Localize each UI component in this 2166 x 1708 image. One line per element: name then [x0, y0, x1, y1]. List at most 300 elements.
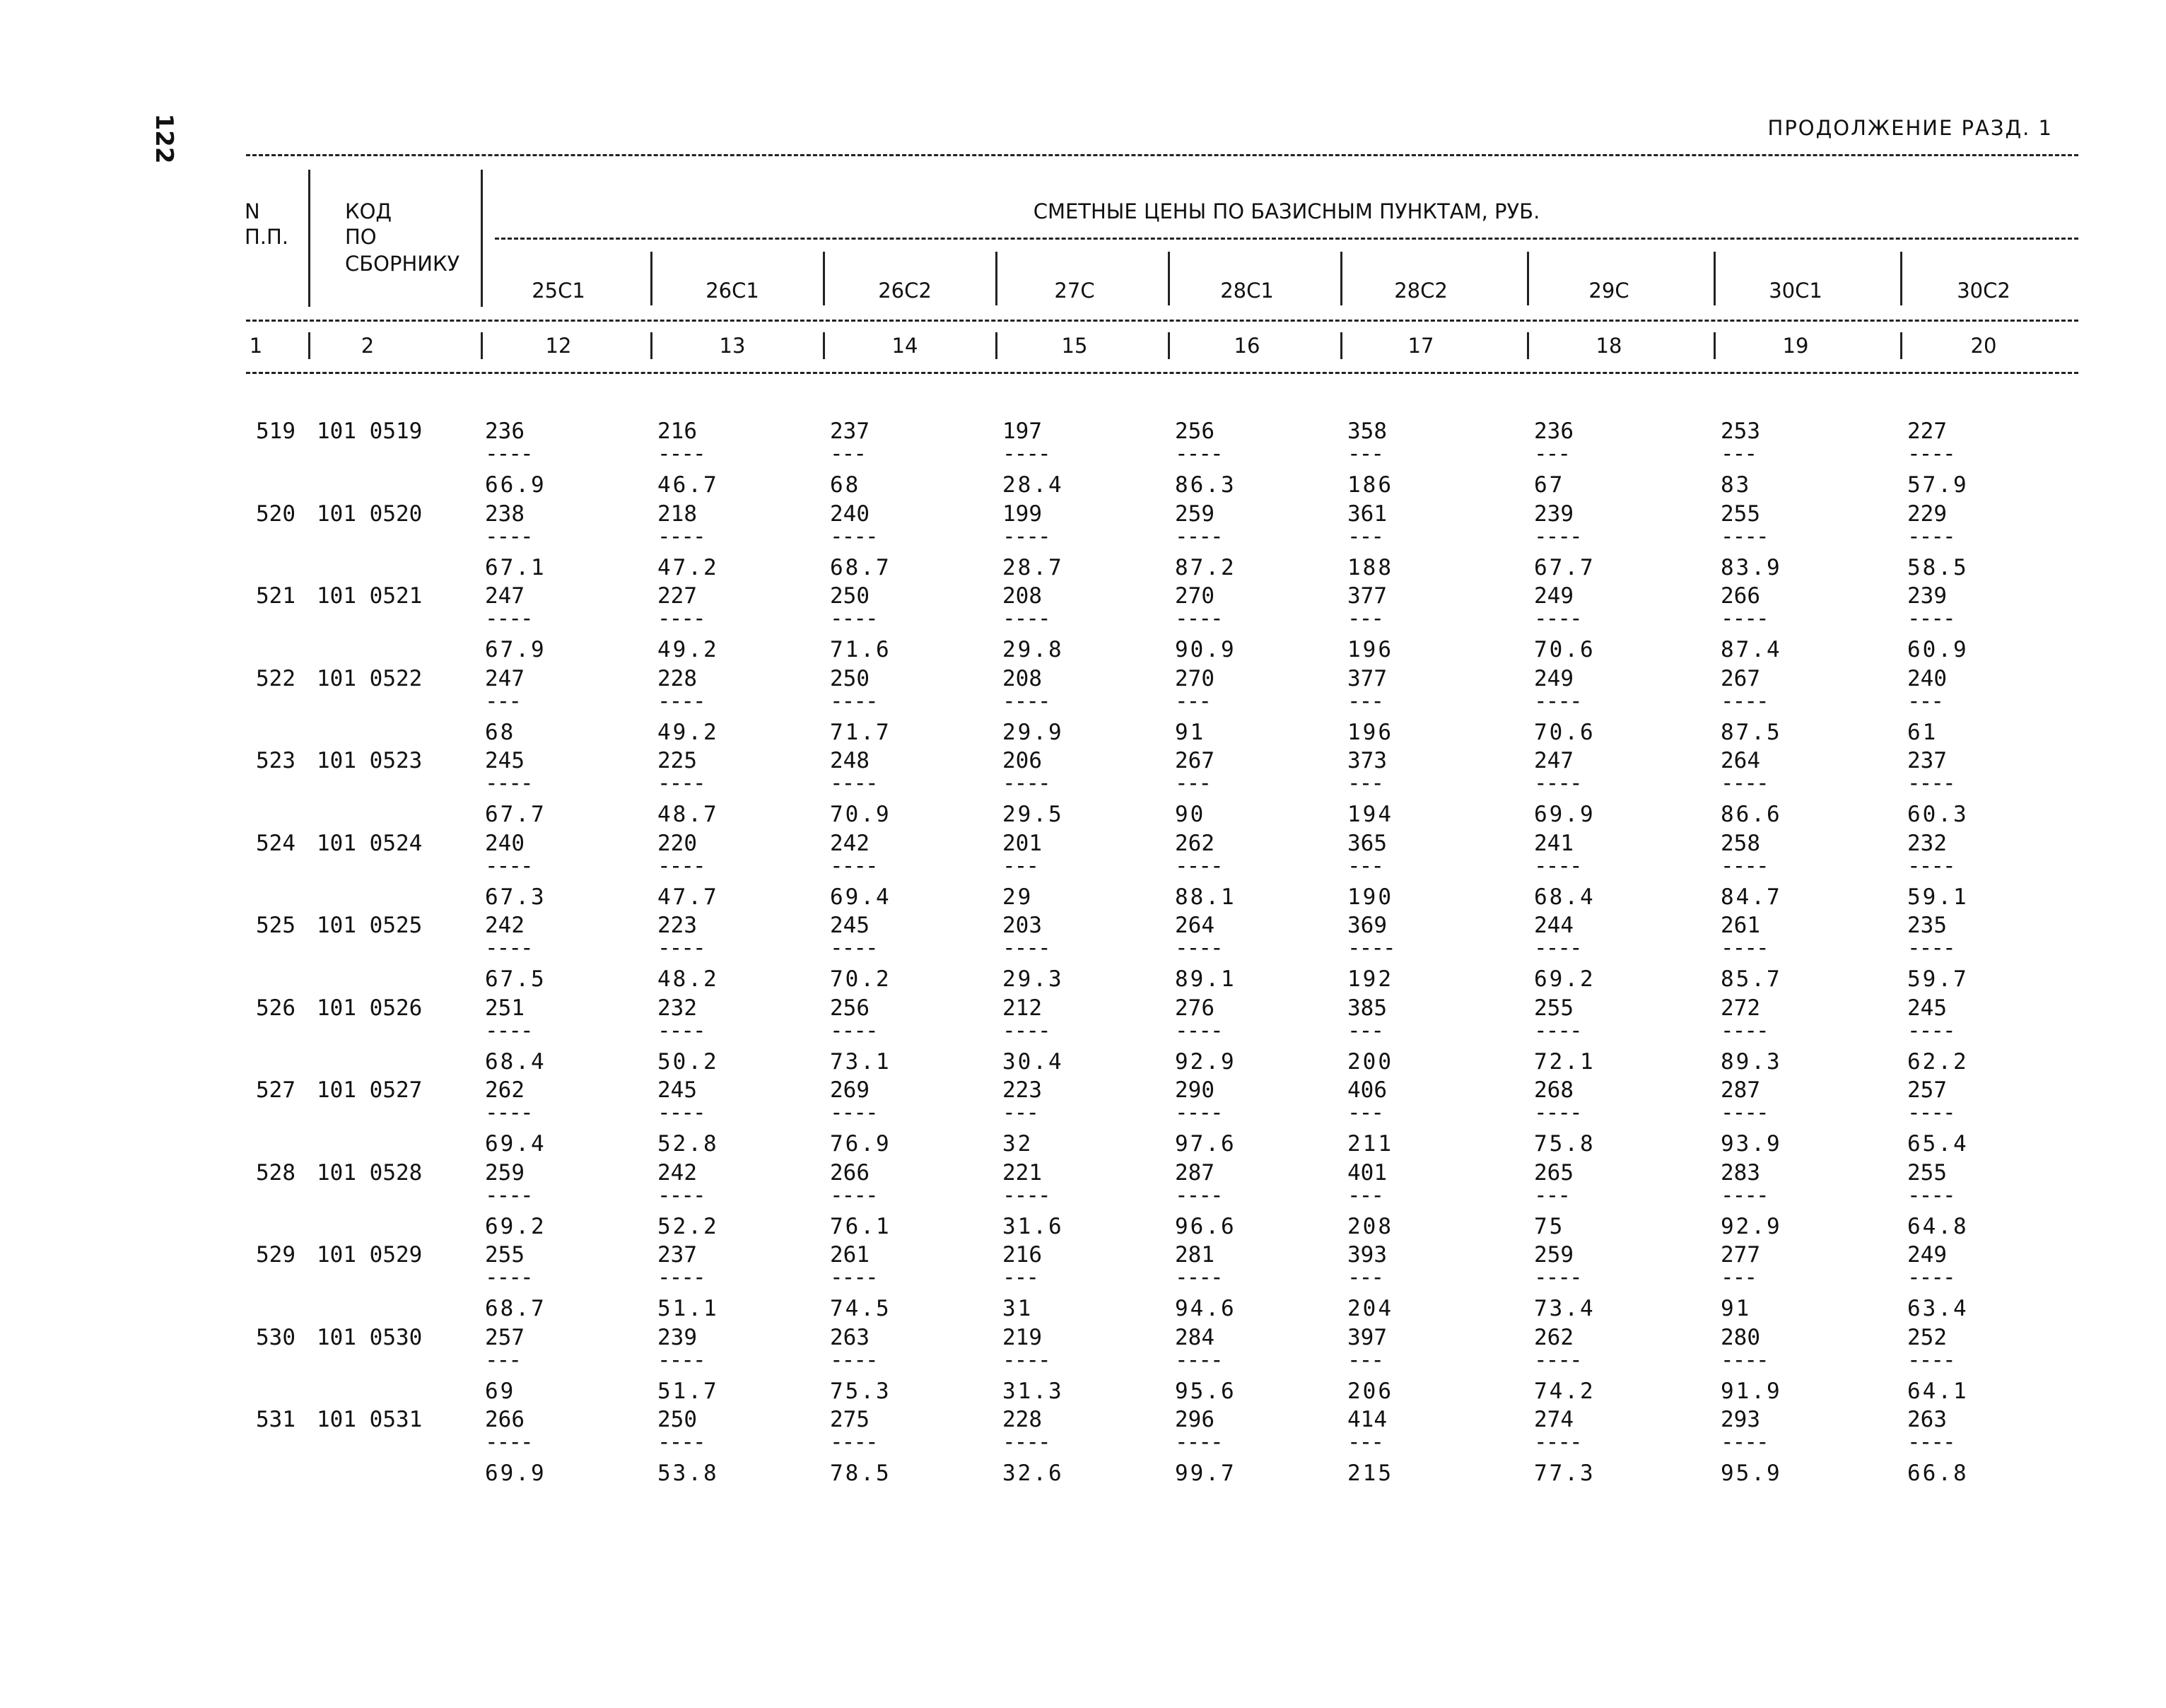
price-value: 365 [1347, 831, 1387, 856]
price-divisor: 93.9 [1721, 1131, 1782, 1157]
price-fraction [830, 995, 943, 1075]
price-divisor: 90 [1175, 802, 1206, 827]
price-value: 268 [1534, 1077, 1574, 1103]
price-divisor: 70.6 [1534, 637, 1596, 662]
price-divisor: 68.4 [1534, 884, 1596, 910]
row-code: 101 0524 [317, 831, 423, 856]
price-fraction [1175, 501, 1288, 580]
price-value: 280 [1721, 1325, 1760, 1350]
fraction-bar: ---- [1175, 1186, 1222, 1208]
table-row [0, 1077, 2166, 1160]
fraction-bar: ---- [1002, 691, 1050, 714]
price-divisor: 68.4 [485, 1049, 546, 1075]
fraction-bar: ---- [1175, 1021, 1222, 1043]
price-fraction [830, 748, 943, 827]
price-fraction [1534, 1325, 1647, 1404]
price-divisor: 196 [1347, 637, 1393, 662]
price-fraction [485, 583, 598, 662]
row-number: 527 [256, 1077, 295, 1103]
fraction-bar: ---- [1907, 938, 1955, 961]
price-value: 219 [1002, 1325, 1042, 1350]
price-value: 201 [1002, 831, 1042, 856]
price-fraction [657, 913, 771, 992]
column-number: 15 [1061, 334, 1088, 358]
price-fraction [1002, 1407, 1116, 1486]
price-fraction [1347, 419, 1460, 498]
column-number: 16 [1234, 334, 1260, 358]
price-value: 197 [1002, 419, 1042, 444]
fraction-bar: ---- [1175, 527, 1222, 549]
price-divisor: 59.7 [1907, 966, 1969, 992]
price-divisor: 71.7 [830, 720, 891, 745]
price-value: 199 [1002, 501, 1042, 527]
price-value: 239 [1907, 583, 1947, 609]
price-column-header: 25С1 [532, 279, 585, 303]
fraction-bar: ---- [1534, 691, 1581, 714]
divider-line [1900, 332, 1902, 359]
row-number: 528 [256, 1160, 295, 1186]
price-divisor: 86.3 [1175, 472, 1236, 498]
fraction-bar: ---- [657, 1350, 705, 1373]
price-divisor: 73.4 [1534, 1296, 1596, 1321]
price-divisor: 87.5 [1721, 720, 1782, 745]
price-value: 242 [657, 1160, 697, 1186]
fraction-bar: ---- [1175, 938, 1222, 961]
divider-line [1340, 332, 1342, 359]
price-fraction [1907, 831, 2020, 910]
price-value: 373 [1347, 748, 1387, 773]
price-fraction [485, 666, 598, 745]
fraction-bar: ---- [485, 1103, 532, 1125]
price-value: 259 [1534, 1242, 1574, 1268]
price-divisor: 28.4 [1002, 472, 1064, 498]
price-value: 255 [485, 1242, 525, 1268]
fraction-bar: ---- [485, 938, 532, 961]
price-fraction [1175, 913, 1288, 992]
fraction-bar: --- [1175, 773, 1210, 796]
fraction-bar: ---- [657, 444, 705, 467]
fraction-bar: --- [830, 444, 865, 467]
price-value: 406 [1347, 1077, 1387, 1103]
header-bottom-rule [246, 372, 2078, 374]
divider-line [1714, 332, 1716, 359]
price-divisor: 66.9 [485, 472, 546, 498]
price-divisor: 49.2 [657, 720, 719, 745]
price-value: 262 [485, 1077, 525, 1103]
fraction-bar: ---- [830, 1103, 877, 1125]
fraction-bar: --- [1721, 1268, 1756, 1290]
header-np-line1: N [245, 199, 260, 223]
price-value: 293 [1721, 1407, 1760, 1432]
fraction-bar: ---- [1907, 1350, 1955, 1373]
fraction-bar: ---- [1721, 527, 1768, 549]
price-divisor: 74.2 [1534, 1379, 1596, 1404]
price-divisor: 48.7 [657, 802, 719, 827]
price-fraction [1721, 1160, 1834, 1239]
fraction-bar: --- [1347, 1432, 1383, 1455]
fraction-bar: ---- [657, 773, 705, 796]
row-number: 521 [256, 583, 295, 609]
price-divisor: 69.4 [485, 1131, 546, 1157]
price-value: 256 [830, 995, 870, 1021]
price-divisor: 57.9 [1907, 472, 1969, 498]
page-number: 122 [150, 113, 178, 164]
fraction-bar: --- [1347, 773, 1383, 796]
price-fraction [657, 1160, 771, 1239]
fraction-bar: ---- [1534, 1350, 1581, 1373]
price-fraction [830, 419, 943, 498]
price-divisor: 206 [1347, 1379, 1393, 1404]
price-fraction [485, 501, 598, 580]
price-divisor: 32 [1002, 1131, 1034, 1157]
fraction-bar: ---- [657, 1186, 705, 1208]
price-divisor: 78.5 [830, 1461, 891, 1486]
price-fraction [1721, 913, 1834, 992]
price-value: 220 [657, 831, 697, 856]
row-code: 101 0527 [317, 1077, 423, 1103]
price-value: 244 [1534, 913, 1574, 938]
price-divisor: 69.2 [485, 1214, 546, 1239]
price-fraction [830, 1242, 943, 1321]
price-divisor: 95.6 [1175, 1379, 1236, 1404]
fraction-bar: ---- [485, 527, 532, 549]
row-code: 101 0525 [317, 913, 423, 938]
fraction-bar: --- [1347, 609, 1383, 631]
fraction-bar: ---- [657, 527, 705, 549]
header-code-line2: ПО [345, 225, 377, 249]
price-divisor: 194 [1347, 802, 1393, 827]
price-divisor: 59.1 [1907, 884, 1969, 910]
price-fraction [1175, 666, 1288, 745]
price-divisor: 70.9 [830, 802, 891, 827]
fraction-bar: ---- [1721, 938, 1768, 961]
price-value: 242 [830, 831, 870, 856]
fraction-bar: ---- [830, 609, 877, 631]
fraction-bar: ---- [1002, 938, 1050, 961]
price-fraction [1721, 1077, 1834, 1157]
price-divisor: 65.4 [1907, 1131, 1969, 1157]
column-number: 2 [361, 334, 375, 358]
divider-line [823, 332, 825, 359]
price-fraction [1907, 419, 2020, 498]
price-fraction [1347, 748, 1460, 827]
price-value: 216 [657, 419, 697, 444]
price-divisor: 29 [1002, 884, 1034, 910]
price-fraction [657, 666, 771, 745]
price-column-header: 28С1 [1220, 279, 1274, 303]
price-fraction [1721, 748, 1834, 827]
price-divisor: 47.7 [657, 884, 719, 910]
price-divisor: 68 [830, 472, 861, 498]
price-divisor: 92.9 [1721, 1214, 1782, 1239]
price-value: 237 [657, 1242, 697, 1268]
fraction-bar: ---- [1907, 527, 1955, 549]
price-divisor: 89.3 [1721, 1049, 1782, 1075]
price-divisor: 215 [1347, 1461, 1393, 1486]
fraction-bar: ---- [485, 1186, 532, 1208]
fraction-bar: ---- [1534, 938, 1581, 961]
price-fraction [657, 748, 771, 827]
fraction-bar: ---- [1175, 609, 1222, 631]
price-fraction [657, 995, 771, 1075]
price-value: 276 [1175, 995, 1214, 1021]
price-fraction [1347, 1325, 1460, 1404]
price-value: 257 [1907, 1077, 1947, 1103]
column-number: 12 [545, 334, 572, 358]
fraction-bar: --- [1347, 1021, 1383, 1043]
column-number: 1 [249, 334, 263, 358]
price-fraction [1347, 666, 1460, 745]
fraction-bar: ---- [657, 856, 705, 879]
price-column-header: 26С2 [878, 279, 932, 303]
fraction-bar: --- [1002, 1268, 1038, 1290]
divider-line [1168, 332, 1170, 359]
price-fraction [1721, 419, 1834, 498]
price-value: 250 [830, 666, 870, 691]
price-value: 232 [657, 995, 697, 1021]
header-code-line1: КОД [345, 199, 392, 223]
row-code: 101 0519 [317, 419, 423, 444]
price-fraction [1907, 913, 2020, 992]
price-divisor: 211 [1347, 1131, 1393, 1157]
price-divisor: 29.3 [1002, 966, 1064, 992]
price-fraction [485, 995, 598, 1075]
price-value: 253 [1721, 419, 1760, 444]
table-row [0, 1325, 2166, 1408]
table-row [0, 1407, 2166, 1490]
price-value: 227 [1907, 419, 1947, 444]
price-fraction [1002, 1242, 1116, 1321]
fraction-bar: ---- [1002, 1432, 1050, 1455]
price-fraction [830, 831, 943, 910]
price-value: 269 [830, 1077, 870, 1103]
price-value: 265 [1534, 1160, 1574, 1186]
price-divisor: 46.7 [657, 472, 719, 498]
price-value: 242 [485, 913, 525, 938]
column-number: 14 [891, 334, 918, 358]
price-value: 240 [1907, 666, 1947, 691]
price-divisor: 83.9 [1721, 555, 1782, 580]
price-divisor: 186 [1347, 472, 1393, 498]
price-fraction [657, 1325, 771, 1404]
price-divisor: 62.2 [1907, 1049, 1969, 1075]
price-value: 239 [1534, 501, 1574, 527]
price-fraction [1534, 666, 1647, 745]
price-divisor: 60.9 [1907, 637, 1969, 662]
price-fraction [1907, 748, 2020, 827]
price-value: 225 [657, 748, 697, 773]
price-value: 251 [485, 995, 525, 1021]
fraction-bar: ---- [657, 938, 705, 961]
fraction-bar: ---- [1002, 1350, 1050, 1373]
price-fraction [485, 1407, 598, 1486]
price-value: 287 [1721, 1077, 1760, 1103]
price-divisor: 75.3 [830, 1379, 891, 1404]
row-code: 101 0522 [317, 666, 423, 691]
price-divisor: 74.5 [830, 1296, 891, 1321]
price-value: 284 [1175, 1325, 1214, 1350]
row-number: 529 [256, 1242, 295, 1268]
price-value: 277 [1721, 1242, 1760, 1268]
price-value: 239 [657, 1325, 697, 1350]
price-divisor: 28.7 [1002, 555, 1064, 580]
price-column-header: 26С1 [706, 279, 759, 303]
price-fraction [1721, 1242, 1834, 1321]
price-fraction [657, 831, 771, 910]
price-fraction [1347, 583, 1460, 662]
price-value: 264 [1175, 913, 1214, 938]
price-divisor: 69.2 [1534, 966, 1596, 992]
price-fraction [1907, 666, 2020, 745]
price-value: 267 [1721, 666, 1760, 691]
fraction-bar: ---- [830, 1021, 877, 1043]
page-heading: ПРОДОЛЖЕНИЕ РАЗД. 1 [1767, 116, 2053, 140]
price-divisor: 32.6 [1002, 1461, 1064, 1486]
price-divisor: 68.7 [485, 1296, 546, 1321]
price-fraction [1534, 419, 1647, 498]
fraction-bar: --- [1175, 691, 1210, 714]
price-value: 275 [830, 1407, 870, 1432]
price-divisor: 53.8 [657, 1461, 719, 1486]
price-divisor: 70.6 [1534, 720, 1596, 745]
fraction-bar: --- [1534, 444, 1569, 467]
price-value: 255 [1721, 501, 1760, 527]
divider-line [1527, 332, 1529, 359]
price-fraction [1175, 1407, 1288, 1486]
price-fraction [1534, 995, 1647, 1075]
price-fraction [1175, 995, 1288, 1075]
price-fraction [1907, 583, 2020, 662]
fraction-bar: ---- [1534, 1268, 1581, 1290]
price-divisor: 67.9 [485, 637, 546, 662]
price-fraction [1721, 666, 1834, 745]
fraction-bar: ---- [1907, 1021, 1955, 1043]
price-fraction [1347, 1160, 1460, 1239]
price-fraction [1347, 1407, 1460, 1486]
price-divisor: 97.6 [1175, 1131, 1236, 1157]
fraction-bar: --- [1347, 444, 1383, 467]
price-value: 248 [830, 748, 870, 773]
price-divisor: 66.8 [1907, 1461, 1969, 1486]
fraction-bar: ---- [1175, 444, 1222, 467]
divider-line [995, 252, 997, 305]
fraction-bar: --- [1347, 527, 1383, 549]
price-value: 247 [485, 583, 525, 609]
divider-line [1527, 252, 1529, 305]
price-value: 397 [1347, 1325, 1387, 1350]
price-fraction [1721, 1325, 1834, 1404]
price-divisor: 47.2 [657, 555, 719, 580]
fraction-bar: ---- [1721, 856, 1768, 879]
price-fraction [1175, 1077, 1288, 1157]
divider-line [308, 332, 310, 359]
price-fraction [657, 583, 771, 662]
table-row [0, 501, 2166, 584]
price-fraction [1175, 1242, 1288, 1321]
price-value: 208 [1002, 583, 1042, 609]
fraction-bar: --- [1002, 856, 1038, 879]
row-number: 522 [256, 666, 295, 691]
table-row [0, 583, 2166, 666]
price-divisor: 200 [1347, 1049, 1393, 1075]
price-fraction [1175, 1160, 1288, 1239]
table-row [0, 666, 2166, 749]
price-divisor: 52.2 [657, 1214, 719, 1239]
price-divisor: 99.7 [1175, 1461, 1236, 1486]
price-fraction [1534, 1077, 1647, 1157]
price-value: 385 [1347, 995, 1387, 1021]
price-value: 283 [1721, 1160, 1760, 1186]
price-value: 237 [830, 419, 870, 444]
row-code: 101 0520 [317, 501, 423, 527]
fraction-bar: ---- [1721, 1021, 1768, 1043]
divider-line [650, 332, 652, 359]
fraction-bar: ---- [830, 938, 877, 961]
price-divisor: 76.1 [830, 1214, 891, 1239]
fraction-bar: ---- [657, 1432, 705, 1455]
price-fraction [657, 501, 771, 580]
fraction-bar: ---- [830, 856, 877, 879]
price-divisor: 69.9 [1534, 802, 1596, 827]
price-divisor: 51.7 [657, 1379, 719, 1404]
fraction-bar: ---- [1175, 1350, 1222, 1373]
price-fraction [1175, 831, 1288, 910]
table-row [0, 419, 2166, 501]
fraction-bar: ---- [485, 1268, 532, 1290]
price-value: 266 [485, 1407, 525, 1432]
header-top-rule [246, 154, 2078, 156]
divider-line [1714, 252, 1716, 305]
price-divisor: 90.9 [1175, 637, 1236, 662]
price-value: 221 [1002, 1160, 1042, 1186]
fraction-bar: ---- [1907, 1103, 1955, 1125]
row-code: 101 0521 [317, 583, 423, 609]
price-value: 258 [1721, 831, 1760, 856]
fraction-bar: ---- [1721, 609, 1768, 631]
row-code: 101 0528 [317, 1160, 423, 1186]
fraction-bar: ---- [1347, 938, 1395, 961]
row-code: 101 0529 [317, 1242, 423, 1268]
price-value: 228 [1002, 1407, 1042, 1432]
fraction-bar: --- [1347, 691, 1383, 714]
price-value: 250 [830, 583, 870, 609]
price-value: 236 [485, 419, 525, 444]
price-divisor: 188 [1347, 555, 1393, 580]
price-value: 270 [1175, 666, 1214, 691]
price-value: 245 [830, 913, 870, 938]
fraction-bar: ---- [830, 1350, 877, 1373]
price-fraction [485, 1160, 598, 1239]
price-value: 247 [1534, 748, 1574, 773]
price-fraction [1347, 1242, 1460, 1321]
price-value: 218 [657, 501, 697, 527]
price-divisor: 31.6 [1002, 1214, 1064, 1239]
price-column-header: 29С [1588, 279, 1629, 303]
fraction-bar: ---- [1907, 773, 1955, 796]
fraction-bar: --- [1347, 1268, 1383, 1290]
fraction-bar: ---- [1175, 856, 1222, 879]
price-value: 259 [485, 1160, 525, 1186]
fraction-bar: ---- [830, 773, 877, 796]
price-divisor: 92.9 [1175, 1049, 1236, 1075]
divider-line [650, 252, 652, 305]
price-fraction [830, 666, 943, 745]
price-divisor: 75 [1534, 1214, 1565, 1239]
price-value: 255 [1907, 1160, 1947, 1186]
price-divisor: 72.1 [1534, 1049, 1596, 1075]
price-fraction [1347, 831, 1460, 910]
price-fraction [485, 831, 598, 910]
